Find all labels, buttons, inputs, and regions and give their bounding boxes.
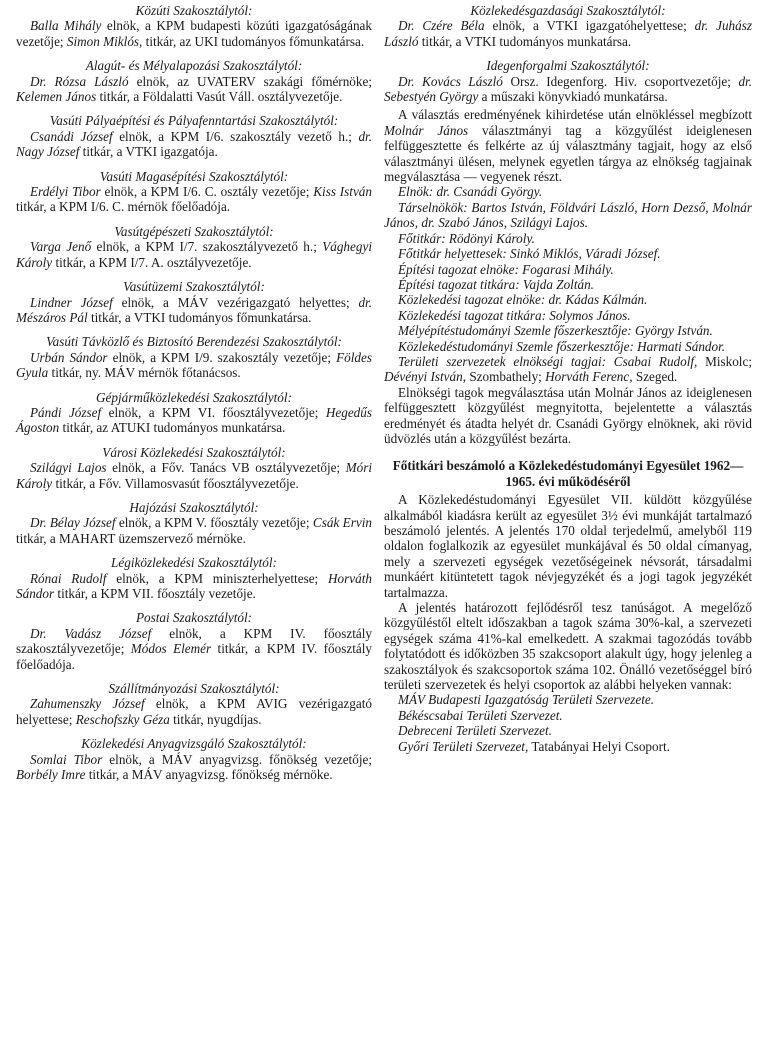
section-heading: Közlekedési Anyagvizsgáló Szakosztálytól: [81, 736, 307, 752]
section-body [16, 696, 372, 727]
section-body [16, 184, 372, 215]
location-line [384, 708, 752, 723]
section-heading: Városi Közlekedési Szakosztálytól: [102, 444, 286, 460]
section-heading: Vasútgépészeti Szakosztálytól: [114, 223, 274, 239]
roster-line [384, 323, 752, 338]
text-run: Orsz. Idegenforg. Hiv. csoportvezetője; [502, 73, 739, 89]
italic-run: Kelemen János [16, 89, 97, 105]
italic-run: Debreceni Területi Szervezet. [398, 723, 552, 739]
section-heading: Vasúti Pályaépítési és Pályafenntartási Szakosztálytól: [49, 113, 339, 129]
italic-run: Mélyépítéstudományi Szemle főszerkesztője: György István. [398, 323, 713, 339]
roster-line [384, 231, 752, 246]
text-run: elnök, a KPM I/7. szakosztályvezető h.; [91, 239, 323, 255]
text-run: titkár, a KPM I/7. A. osztályvezetője. [52, 254, 252, 270]
text-run: elnök, a KPM I/6. szakosztály vezető h.; [112, 128, 359, 144]
text-run: elnök, a KPM budapesti közúti igazgatóságának vezetője; [16, 18, 372, 49]
section-body [384, 74, 752, 105]
text-run: titkár, a MÁV anyagvizsg. főnökség mérnöke. [85, 767, 333, 783]
location-line [384, 723, 752, 738]
roster-line [384, 262, 752, 277]
text-run: elnök, a KPM AVIG vezérigazgató helyettese; [16, 696, 372, 727]
italic-run: Kiss István [313, 184, 372, 200]
section-heading: Szállítmányozási Szakosztálytól: [108, 681, 280, 697]
italic-run: Lindner József [30, 294, 113, 310]
report-paragraph [384, 600, 752, 692]
italic-run: dr. Nagy József [16, 128, 372, 160]
italic-run: Reschofszky Géza [75, 711, 170, 727]
left-column [16, 3, 372, 782]
text-run: A választás eredményének kihirdetése után elnökléssel megbízott [398, 107, 752, 123]
section-heading: Hajózási Szakosztálytól: [129, 499, 259, 515]
text-run: elnök, az UVATERV szakági főmérnöke; [128, 73, 372, 89]
italic-run: Zahumenszky József [30, 696, 145, 712]
text-run: titkár, a VTKI tudományos munkatársa. [418, 33, 632, 49]
italic-run: Elnök: dr. Csanádi György. [398, 184, 543, 200]
text-run: Miskolc; [697, 353, 752, 369]
italic-run: Balla Mihály [30, 18, 102, 34]
italic-run: Vághegyi Károly [16, 239, 372, 270]
roster-line [384, 354, 752, 385]
italic-run: Szilágyi Lajos [30, 460, 107, 476]
italic-run: Földes Gyula [16, 349, 372, 381]
italic-run: Hegedűs Ágoston [16, 404, 372, 436]
text-run: Szombathely; [466, 369, 546, 385]
text-run: titkár, a KPM VII. főosztály vezetője. [54, 586, 256, 601]
italic-run: Közlekedéstudományi Szemle főszerkesztője: Harmati Sándor. [398, 338, 726, 354]
section-body [16, 460, 372, 491]
italic-run: Békéscsabai Területi Szervezet. [398, 707, 563, 723]
italic-run: Területi szervezetek elnökségi tagjai: Csabai Rudolf, [398, 353, 698, 369]
section-heading: Vasútüzemi Szakosztálytól: [123, 279, 265, 295]
text-run: titkár, a VTKI tudományos főmunkatársa. [87, 309, 312, 325]
italic-run: Főtitkár: Rödönyi Károly. [398, 230, 535, 246]
italic-run: Dr. Rózsa László [30, 73, 129, 89]
text-run: elnök, a VTKI igazgatóhelyettese; [484, 18, 695, 34]
italic-run: Dr. Vadász József [30, 625, 152, 641]
section-heading: Vasúti Távközlő és Biztosító Berendezési Szakosztálytól: [46, 334, 342, 350]
roster-line [384, 200, 752, 231]
section-body [16, 239, 372, 270]
italic-run: Csák Ervin [312, 515, 372, 531]
italic-run: Dr. Czére Béla [398, 18, 485, 34]
report-title: Főtitkári beszámoló a Közlekedéstudományi Egyesület 1962—1965. évi működéséről [392, 458, 744, 489]
text-run: titkár, a Főv. Villamosvasút főosztályvezetője. [52, 475, 299, 491]
italic-run: Molnár János [384, 122, 469, 138]
text-run: A jelentés határozott fejlődésről tesz tanúságot. A megelőző közgyűléstől eltelt időszakban a tagok száma 30%-kal, a szervezeti egységek száma 41%-kal emelkedett. A szakmai tagozódás tovább folytatódott és időközben 35 szakcsoport alakult úgy, hogy jelenleg a szakosztályok és szakcsoportok száma 102. Önálló vezetőséggel bíró területi szervezetek és helyi csoportok az alábbi helyeken vannak: [384, 600, 752, 693]
italic-run: Építési tagozat titkára: Vajda Zoltán. [398, 276, 594, 292]
italic-run: Főtitkár helyettesek: Sinkó Miklós, Váradi József. [398, 246, 661, 262]
section-body [16, 626, 372, 672]
italic-run: Dr. Bélay József [30, 515, 116, 531]
section-heading: Gépjárműközlekedési Szakosztálytól: [96, 389, 292, 405]
italic-run: dr. Mészáros Pál [16, 294, 372, 325]
section-body [16, 571, 372, 602]
section-body [16, 18, 372, 49]
text-run: elnök, a KPM VI. főosztályvezetője; [101, 404, 326, 420]
italic-run: Társelnökök: Bartos István, Földvári László, Horn Dezső, Molnár János, dr. Szabó János, Szilágyi Lajos. [384, 199, 752, 231]
italic-run: Csanádi József [30, 128, 113, 144]
italic-run: Módos Elemér [130, 641, 212, 657]
text-run: elnök, a MÁV vezérigazgató helyettes; [112, 294, 359, 310]
text-run: titkár, a VTKI igazgatója. [79, 144, 218, 160]
italic-run: Horváth Sándor [16, 570, 372, 601]
location-line [384, 739, 752, 754]
section-heading: Közlekedésgazdasági Szakosztálytól: [470, 3, 666, 18]
roster-line [384, 184, 752, 199]
text-run: elnök, a KPM miniszterhelyettese; [106, 570, 329, 586]
text-run: Szeged. [632, 369, 678, 385]
right-column [384, 3, 752, 754]
italic-run: Horváth Ferenc, [545, 369, 633, 385]
text-run: titkár, a KPM IV. főosztály főelőadója. [16, 641, 372, 672]
location-line [384, 692, 752, 707]
text-run: elnök, a Főv. Tanács VB osztályvezetője; [106, 460, 346, 476]
text-run: titkár, a MAHART üzemszervező mérnöke. [16, 530, 246, 546]
section-heading: Légiközlekedési Szakosztálytól: [111, 555, 277, 571]
section-body [16, 515, 372, 546]
italic-run: dr. Juhász László [384, 18, 752, 49]
text-run: elnök, a KPM IV. főosztály szakosztályvezetője; [16, 625, 373, 657]
section-heading: Idegenforgalmi Szakosztálytól: [486, 58, 650, 74]
italic-run: Építési tagozat elnöke: Fogarasi Mihály. [398, 261, 614, 277]
text-run: titkár, nyugdíjas. [169, 711, 262, 727]
text-run: A Közlekedéstudományi Egyesület VII. küldött közgyűlése alkalmából kiadásra került az egyesület 3½ évi munkáját tartalmazó beszámoló jelentés. A jelentés 170 oldal terjedelmű, amelyből 119 oldalon foglalkozik az egyesület munkájával és 50 oldal címanyag, mely a szervezeti egységek vezetőségeinek névsorát, társadalmi munkáért kitüntetett tagok névjegyzékét és a jogi tagok jegyzékét tartalmazza. [384, 492, 752, 600]
text-run: a műszaki könyvkiadó munkatársa. [478, 89, 668, 105]
italic-run: Borbély Imre [16, 767, 86, 783]
italic-run: Erdélyi Tibor [30, 184, 101, 200]
section-heading: Vasúti Magasépítési Szakosztálytól: [99, 168, 289, 184]
italic-run: dr. Sebestyén György [384, 73, 752, 105]
announcement-paragraph [384, 107, 752, 184]
text-run: Elnökségi tagok megválasztása után Molnár János az ideiglenesen felfüggesztett közgyűlést megnyitotta, bejelentette a választás eredményét és átadta helyét dr. Csanádi György elnöknek, aki rövid üdvözlés után a közgyűlést bezárta. [384, 384, 752, 446]
roster-line [384, 292, 752, 307]
italic-run: Urbán Sándor [30, 349, 108, 365]
section-body [16, 74, 372, 105]
section-body [384, 18, 752, 49]
italic-run: Pándi József [30, 404, 102, 420]
italic-run: Közlekedési tagozat elnöke: dr. Kádas Kálmán. [398, 292, 648, 308]
italic-run: Simon Miklós, [66, 33, 143, 49]
italic-run: Varga Jenő [30, 239, 92, 255]
section-body [16, 752, 372, 783]
italic-run: Dr. Kovács László [398, 73, 503, 89]
closing-paragraph [384, 385, 752, 447]
text-run: titkár, a KPM I/6. C. mérnök főelőadója. [16, 199, 231, 215]
text-run: Tatabányai Helyi Csoport. [528, 738, 670, 754]
report-paragraph [384, 492, 752, 600]
text-run: elnök, a KPM I/9. szakosztály vezetője; [107, 349, 337, 365]
section-heading: Alagút- és Mélyalapozási Szakosztálytól: [85, 58, 303, 74]
text-run: elnök, a KPM V. főosztály vezetője; [115, 515, 313, 531]
italic-run: MÁV Budapesti Igazgatóság Területi Szervezete. [398, 692, 655, 708]
section-heading: Postai Szakosztálytól: [135, 610, 253, 626]
section-body [16, 350, 372, 381]
text-run: választmányi tag a közgyűlést ideiglenesen felfüggesztette és felkérte az új választmány tagjait, hogy az első választmányi ülésen, melynek egyetlen tárgya az elnökség tagjainak megválasztása — vegyenek részt. [384, 122, 752, 185]
text-run: titkár, a Földalatti Vasút Váll. osztályvezetője. [96, 89, 343, 105]
italic-run: Közlekedési tagozat titkára: Solymos János. [398, 307, 631, 323]
section-body [16, 129, 372, 160]
roster-line [384, 277, 752, 292]
text-run: titkár, az UKI tudományos főmunkatársa. [142, 33, 365, 49]
text-run: elnök, a MÁV anyagvizsg. főnökség vezetője; [102, 751, 372, 767]
section-body [16, 405, 372, 436]
italic-run: Rónai Rudolf [30, 570, 107, 586]
italic-run: Dévényi István, [384, 369, 467, 385]
italic-run: Somlai Tibor [30, 751, 103, 767]
text-run: titkár, az ATUKI tudományos munkatársa. [59, 420, 286, 436]
roster-line [384, 246, 752, 261]
officer-roster [384, 184, 752, 384]
italic-run: Győri Területi Szervezet, [398, 738, 529, 754]
text-run: titkár, ny. MÁV mérnök főtanácsos. [48, 365, 241, 381]
text-run: elnök, a KPM I/6. C. osztály vezetője; [100, 184, 314, 200]
section-body [16, 295, 372, 326]
italic-run: Móri Károly [16, 460, 373, 491]
section-heading: Közúti Szakosztálytól: [135, 3, 253, 18]
roster-line [384, 308, 752, 323]
roster-line [384, 339, 752, 354]
